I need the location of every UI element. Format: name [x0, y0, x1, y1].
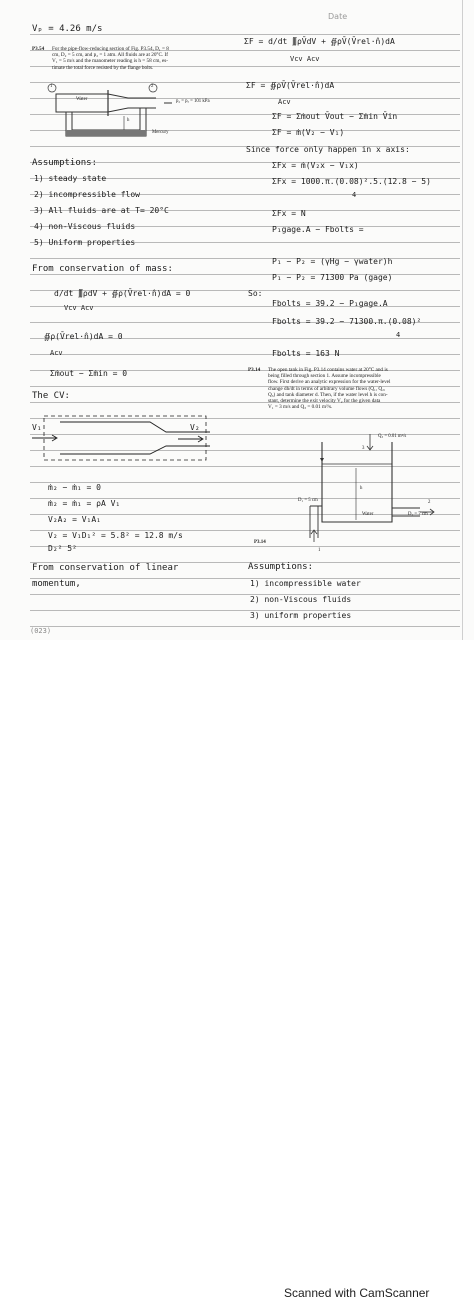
cv-v2-label: V₂ [190, 423, 200, 432]
eq-e: ΣFx = 1000.π.(0.08)².5.(12.8 − 5) [272, 177, 431, 186]
fig-caption: P3.14 [254, 540, 266, 545]
step-line: ṁ₂ = ṁ₁ = ρA V₁ [48, 499, 121, 508]
problem-line: V₁ = 3 m/s and Q₃ = 0.01 m³/s. [268, 404, 333, 411]
assumptions-title: Assumptions: [32, 158, 98, 168]
fig-q3-label: Q₃ = 0.01 m³/s [378, 434, 407, 439]
fig-d1-label: D₁ = 5 cm [298, 498, 318, 503]
control-volume-sketch [30, 410, 230, 470]
step-line: D₂² 5² [48, 544, 77, 553]
ruled-line [30, 610, 460, 611]
scanner-watermark: Scanned with CamScanner [284, 1286, 430, 1300]
mass-equation: d/dt ∭ρdV + ∯ρ(V̄rel·n̂)dA = 0 [54, 289, 191, 298]
ruled-line [30, 274, 460, 275]
assumption-item: 2) non-Viscous fluids [250, 595, 352, 604]
cv-title: The CV: [32, 391, 70, 401]
problem-number: P3.14 [248, 367, 261, 373]
ruled-line [30, 594, 460, 595]
mass-cv-labels: Vcv Acv [64, 304, 94, 312]
eq-f: ΣFx = N [272, 209, 306, 218]
fig-label-2: 2 [151, 84, 154, 89]
velocity-result: Vₚ = 4.26 m/s [32, 24, 103, 34]
eq-j: Fbolts = 39.2 − P₁gage.A [272, 299, 388, 308]
assumption-item: 3) uniform properties [250, 611, 352, 620]
momentum-labels: Vcv Acv [290, 55, 320, 63]
fig-inlet-label: 1 [318, 548, 321, 553]
assumption-item: 3) All fluids are at T= 20°C [34, 206, 169, 215]
momentum-title: From conservation of linear [32, 563, 179, 573]
assumption-item: 1) incompressible water [250, 579, 361, 588]
problem-line: stant, determine the exit velocity V₂ for the given data [268, 398, 381, 405]
page-corner-mark: (023) [30, 627, 52, 635]
problem-line: Q₃) and tank diameter d. Then, if the water level h is con- [268, 391, 388, 398]
mass-title: From conservation of mass: [32, 264, 173, 274]
cv-v1-label: V₁ [32, 423, 42, 432]
step-line: V₂ = V₁D₁² = 5.8² = 12.8 m/s [48, 531, 183, 540]
fig-h-label: h [127, 118, 130, 123]
eq-a: ΣF = ∯ρV̄(V̄rel·n̂)dA [246, 81, 335, 90]
eq-k: Fbolts = 39.2 − 71300.π.(0.08)² [272, 317, 422, 326]
ruled-line [30, 626, 460, 627]
eq-h: P₁ − P₂ = (γHg − γwater)h [272, 257, 393, 266]
ruled-line [30, 578, 460, 579]
mass-equation-2: ∯ρ(V̄rel·n̂)dA = 0 [44, 332, 123, 341]
mass-sum: Σṁout − Σṁin = 0 [50, 369, 128, 378]
eq-k-denominator: 4 [396, 331, 401, 339]
eq-b: ΣF = Σṁout V̄out − Σṁin V̄in [272, 112, 398, 121]
ruled-line [30, 354, 460, 355]
mass-acv-label: Acv [50, 349, 63, 357]
fig-mercury-label: Mercury [152, 130, 169, 135]
problem-number: P3.54 [32, 46, 45, 52]
fig-water-label: Water [76, 97, 88, 102]
assumption-item: 1) steady state [34, 174, 107, 183]
problem-line: The open tank in Fig. P3.14 contains water at 20°C and is [268, 367, 388, 373]
problem-line: For the pipe-flow-reducing section of Fig. P3.54, D₁ = 8 [52, 46, 169, 52]
axis-note: Since force only happen in x axis: [246, 145, 410, 154]
fig-water-label: Water [362, 512, 374, 517]
ruled-line [30, 258, 460, 259]
ruled-line [30, 34, 460, 35]
pipe-reducer-figure [36, 82, 226, 144]
open-tank-figure [300, 428, 450, 548]
eq-l: Fbolts = 163 N [272, 349, 340, 358]
fig-label-1: 1 [50, 84, 53, 89]
fig-p2-label: p₂ = pₐ = 101 kPa [176, 99, 210, 104]
fig-d2-label: D₂ = 7 cm [408, 512, 428, 517]
problem-line: being filled through section 1. Assume incompressible [268, 373, 381, 380]
problem-3-14 [248, 367, 460, 411]
assumption-item: 4) non-Viscous fluids [34, 222, 136, 231]
eq-c: ΣF = ṁ(V₂ − V₁) [272, 128, 345, 137]
eq-e-denominator: 4 [352, 191, 357, 199]
assumption-item: 2) incompressible flow [34, 190, 140, 199]
problem-line: cm, D₂ = 5 cm, and p₂ = 1 atm. All fluids are at 20°C. If [52, 52, 168, 59]
eq-d: ΣFx = ṁ(V₂x − V₁x) [272, 161, 359, 170]
problem-line: change dh/dt in terms of arbitrary volume flows (Q₁, Q₂, [268, 385, 386, 392]
eq-a-label: Acv [278, 98, 291, 106]
ruled-line [30, 306, 460, 307]
problem-line: V₁ = 5 m/s and the manometer reading is h = 58 cm, es- [52, 58, 168, 65]
problem-3-54 [32, 46, 217, 71]
assumption-item: 5) Uniform properties [34, 238, 136, 247]
problem-line: flow. First derive an analytic expression for the water-level [268, 379, 391, 386]
momentum-equation: ΣF = d/dt ∭ρV̄dV + ∯ρV̄(V̄rel·n̂)dA [244, 37, 395, 46]
momentum-title-2: momentum, [32, 579, 81, 589]
eq-i: P₁ − P₂ = 71300 Pa (gage) [272, 273, 393, 282]
fig-top-label: 3 [362, 446, 365, 451]
scanner-footer [0, 640, 474, 1300]
so-label: So: [248, 289, 263, 298]
fig-h-label: h [360, 486, 363, 491]
problem-line: timate the total force resisted by the flange bolts. [52, 64, 154, 71]
eq-g: P₁gage.A − Fbolts = [272, 225, 364, 234]
assumptions-title-2: Assumptions: [248, 562, 314, 572]
step-line: ṁ₂ − ṁ₁ = 0 [48, 483, 101, 492]
margin-line [462, 0, 463, 640]
step-line: V₂A₂ = V₁A₁ [48, 515, 101, 524]
date-label: Date [328, 12, 348, 21]
fig-outlet-label: 2 [428, 500, 431, 505]
